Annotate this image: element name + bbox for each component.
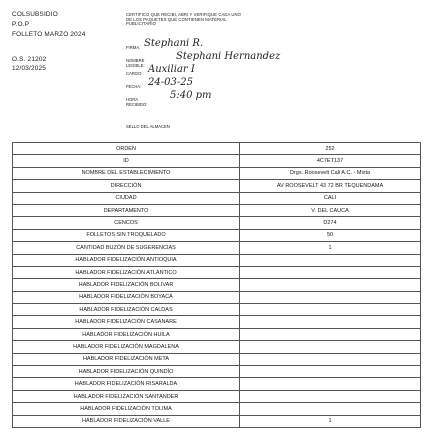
row-label: HABLADOR FIDELIZACIÓN QUINDÍO bbox=[13, 366, 240, 378]
row-value bbox=[240, 390, 421, 402]
field-label: FIRMA: bbox=[126, 45, 141, 50]
certification-text: CERTIFICO QUE RECIBI, ABRI Y VERIFIQUE CADA UNO DE LOS PAQUETES QUE CONTIENEN MATERIAL PUBLICITARIO bbox=[126, 12, 241, 27]
folleto-title: FOLLETO MARZO 2024 bbox=[12, 31, 86, 38]
row-label: HABLADOR FIDELIZACIÓN TOLIMA bbox=[13, 403, 240, 415]
row-value bbox=[240, 328, 421, 340]
row-value bbox=[240, 316, 421, 328]
delivery-table bbox=[12, 142, 421, 428]
table-row bbox=[13, 167, 421, 179]
row-value bbox=[240, 304, 421, 316]
company-name: COLSUBSIDIO bbox=[12, 11, 58, 18]
row-value bbox=[240, 279, 421, 291]
row-value: Drgs. Roosevelt Cali A.C. - Mixta bbox=[240, 167, 421, 179]
row-value bbox=[240, 378, 421, 390]
row-value: 50 bbox=[240, 229, 421, 241]
row-value bbox=[240, 254, 421, 266]
table-row bbox=[13, 353, 421, 365]
row-label: CIUDAD bbox=[13, 192, 240, 204]
table-row bbox=[13, 192, 421, 204]
table-row bbox=[13, 217, 421, 229]
row-value: AV ROOSEVELT 43 72 BR TEQUENDAMA bbox=[240, 180, 421, 192]
row-value bbox=[240, 403, 421, 415]
row-label: HABLADOR FIDELIZACIÓN BOLIVAR bbox=[13, 279, 240, 291]
table-row bbox=[13, 328, 421, 340]
row-value bbox=[240, 291, 421, 303]
table-row bbox=[13, 415, 421, 427]
field-label: NOMBRE LEGIBLE: bbox=[126, 58, 145, 68]
row-value: 1 bbox=[240, 242, 421, 254]
table-row bbox=[13, 378, 421, 390]
row-value: 4C7ET137 bbox=[240, 155, 421, 167]
table-row bbox=[13, 180, 421, 192]
table-row bbox=[13, 143, 421, 155]
table-row bbox=[13, 390, 421, 402]
row-value: CALI bbox=[240, 192, 421, 204]
order-date: 12/03/2025 bbox=[12, 65, 46, 72]
row-label: HABLADOR FIDELIZACIÓN CALDAS bbox=[13, 304, 240, 316]
row-label: HABLADOR FIDELIZACIÓN RISARALDA bbox=[13, 378, 240, 390]
table-row bbox=[13, 366, 421, 378]
row-value: V. DEL CAUCA bbox=[240, 204, 421, 216]
row-label: HABLADOR FIDELIZACIÓN BOYACÁ bbox=[13, 291, 240, 303]
table-row bbox=[13, 291, 421, 303]
table-row bbox=[13, 266, 421, 278]
row-label: ORDEN bbox=[13, 143, 240, 155]
table-row bbox=[13, 341, 421, 353]
row-label: HABLADOR FIDELIZACIÓN MAGDALENA bbox=[13, 341, 240, 353]
table-row bbox=[13, 155, 421, 167]
handwritten-position: Auxiliar I bbox=[148, 64, 195, 75]
handwritten-name: Stephani Hernandez bbox=[176, 51, 281, 62]
handwritten-time: 5:40 pm bbox=[170, 90, 212, 101]
row-value bbox=[240, 341, 421, 353]
row-label: HABLADOR FIDELIZACIÓN META bbox=[13, 353, 240, 365]
row-value: 1 bbox=[240, 415, 421, 427]
field-label: FECHA: bbox=[126, 84, 142, 89]
row-label: HABLADOR FIDELIZACIÓN SANTANDER bbox=[13, 390, 240, 402]
row-label: HABLADOR FIDELIZACIÓN ATLÁNTICO bbox=[13, 266, 240, 278]
field-label: HORA RECIBIDO: bbox=[126, 97, 148, 107]
row-value bbox=[240, 266, 421, 278]
row-label: NOMBRE DEL ESTABLECIMIENTO bbox=[13, 167, 240, 179]
row-value: 252 bbox=[240, 143, 421, 155]
row-label: HABLADOR FIDELIZACIÓN VALLE bbox=[13, 415, 240, 427]
store-seal-label: SELLO DEL ALMACEN bbox=[126, 124, 170, 129]
field-label: CARGO: bbox=[126, 71, 143, 76]
table-row bbox=[13, 242, 421, 254]
header-left bbox=[12, 10, 85, 74]
table-row bbox=[13, 316, 421, 328]
row-label: HABLADOR FIDELIZACIÓN HUILA bbox=[13, 328, 240, 340]
row-label: DIRECCIÓN bbox=[13, 180, 240, 192]
order-number: O.S. 21202 bbox=[12, 56, 47, 63]
handwritten-signature: Stephani R. bbox=[144, 38, 204, 49]
table-row bbox=[13, 229, 421, 241]
row-label: CANTIDAD BUZÓN DE SUGERENCIAS bbox=[13, 242, 240, 254]
table-row bbox=[13, 279, 421, 291]
row-value: D274 bbox=[240, 217, 421, 229]
row-value bbox=[240, 353, 421, 365]
table-row bbox=[13, 304, 421, 316]
row-label: HABLADOR FIDELIZACIÓN ANTIOQUIA bbox=[13, 254, 240, 266]
row-label: HABLADOR FIDELIZACIÓN CASANARE bbox=[13, 316, 240, 328]
department: P.O.P bbox=[12, 21, 30, 28]
row-label: FOLLETOS SIN TROQUELADO bbox=[13, 229, 240, 241]
row-label: DEPARTAMENTO bbox=[13, 204, 240, 216]
handwritten-date: 24-03-25 bbox=[148, 77, 193, 88]
row-label: ID bbox=[13, 155, 240, 167]
row-label: CENCOS bbox=[13, 217, 240, 229]
table-row bbox=[13, 403, 421, 415]
table-row bbox=[13, 204, 421, 216]
table-row bbox=[13, 254, 421, 266]
row-value bbox=[240, 366, 421, 378]
